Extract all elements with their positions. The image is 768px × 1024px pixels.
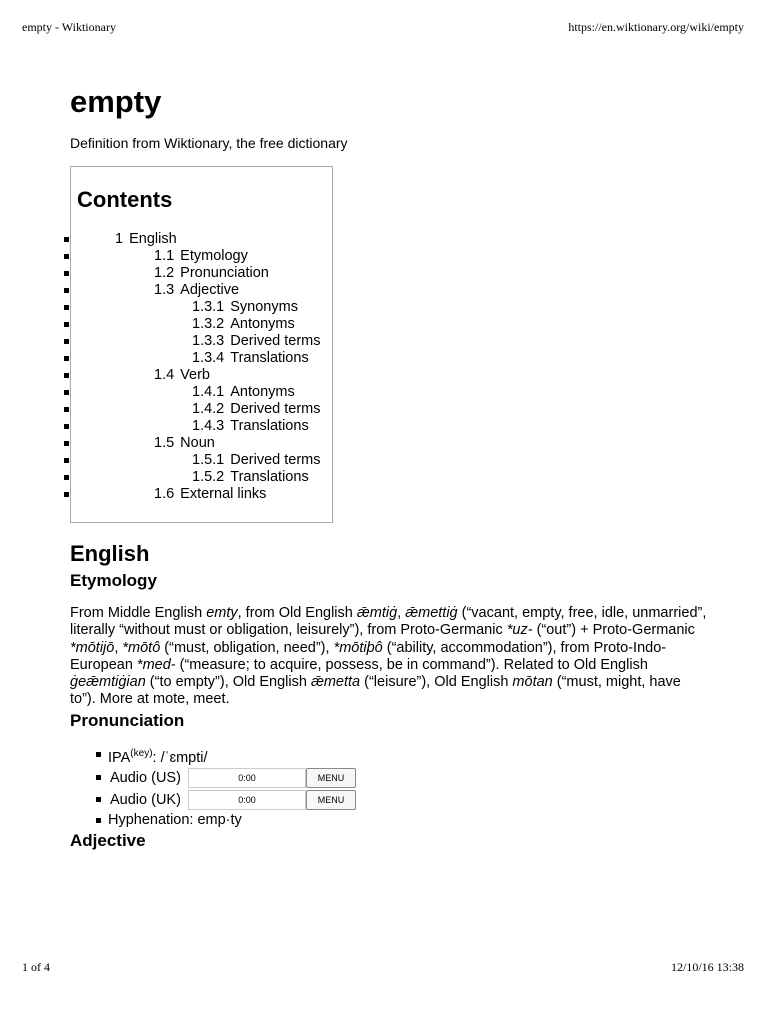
etym-term[interactable]: mōtan xyxy=(512,674,553,691)
toc-item-number: 1.5.1 xyxy=(192,452,225,468)
toc-item-number: 1.3.1 xyxy=(192,299,225,315)
toc-item-label: Synonyms xyxy=(230,299,298,315)
section-etymology-heading: Etymology xyxy=(70,571,157,590)
toc-item[interactable] xyxy=(77,265,332,282)
toc-item-label: Pronunciation xyxy=(180,265,269,281)
etym-term[interactable]: *mōtiþô xyxy=(333,639,383,656)
section-adjective-heading: Adjective xyxy=(70,830,146,850)
etym-term[interactable]: *mōtijō xyxy=(70,639,115,656)
audio-us-player[interactable] xyxy=(188,768,306,788)
toc-item[interactable] xyxy=(77,282,332,299)
ipa-value: : /ˈɛmpti/ xyxy=(152,749,208,766)
toc-item[interactable] xyxy=(77,384,332,401)
toc-item-label: Translations xyxy=(230,469,309,485)
toc-item[interactable] xyxy=(77,486,332,503)
audio-us-label: Audio (US) xyxy=(110,769,181,786)
etym-term[interactable]: *uz- xyxy=(506,622,533,639)
toc-item-number: 1.3 xyxy=(154,282,175,298)
toc-item-number: 1.6 xyxy=(154,486,175,502)
toc-item[interactable] xyxy=(77,299,332,316)
etym-term[interactable]: emty xyxy=(206,605,238,621)
toc-item[interactable] xyxy=(77,316,332,333)
toc-item-number: 1.4.3 xyxy=(192,418,225,434)
toc-item-label: Derived terms xyxy=(230,452,321,468)
toc-item[interactable] xyxy=(77,469,332,486)
toc-item-number: 1.4.2 xyxy=(192,401,225,417)
toc-item-number: 1.2 xyxy=(154,265,175,281)
toc-item[interactable] xyxy=(77,350,332,367)
print-timestamp: 12/10/16 13:38 xyxy=(670,960,744,974)
etym-term[interactable]: *med- xyxy=(136,656,176,673)
toc-item[interactable] xyxy=(77,231,332,248)
toc-item[interactable] xyxy=(77,248,332,265)
audio-uk-label: Audio (UK) xyxy=(110,791,181,808)
toc-item[interactable] xyxy=(77,435,332,452)
toc-item-label: Translations xyxy=(230,350,309,366)
hyphenation-item: Hyphenation: emp·ty xyxy=(70,811,710,829)
toc-item-label: English xyxy=(129,231,177,247)
toc-item-number: 1.4 xyxy=(154,367,175,383)
etym-term[interactable]: ġeǣmtiġian xyxy=(70,674,146,691)
site-tagline: Definition from Wiktionary, the free dictionary xyxy=(70,135,348,151)
toc-item-label: Adjective xyxy=(180,282,240,298)
toc-item-number: 1 xyxy=(115,231,124,247)
toc-item-label: Translations xyxy=(230,418,309,434)
toc-item-label: Derived terms xyxy=(230,401,321,417)
toc-item-label: Antonyms xyxy=(230,316,295,332)
section-pronunciation-heading: Pronunciation xyxy=(70,710,185,730)
pronunciation-list xyxy=(70,745,710,829)
etym-term[interactable]: *mōtô xyxy=(122,639,161,656)
toc-item-number: 1.4.1 xyxy=(192,384,225,400)
etym-term[interactable]: ǣmettiġ xyxy=(405,605,458,621)
toc-item-label: Antonyms xyxy=(230,384,295,400)
etymology-paragraph: From Middle English emty, from Old English ǣmtiġ, ǣmettiġ (“vacant, empty, free, idle, unmarried”, literally “without must or obligation, leisurely”), from Proto-Germanic *uz- (“out”) + Proto-Germanic *mōtijō, *mōtô (“must, obligation, need”), *mōtiþô (“ability, accommodation”), from Proto-Indo-European *med- (“measure; to acquire, possess, be in command”). Related to Old English ġeǣmtiġian (“to empty”), Old English ǣmetta (“leisure”), Old English mōtan (“must, might, have to”). More at mote, meet. xyxy=(70,605,707,708)
section-english-heading: English xyxy=(70,541,150,566)
ipa-item xyxy=(70,745,710,767)
toc-item-number: 1.3.2 xyxy=(192,316,225,332)
toc-item[interactable] xyxy=(77,367,332,384)
toc-item-label: External links xyxy=(180,486,267,502)
toc-item-number: 1.5 xyxy=(154,435,175,451)
page-title: empty xyxy=(70,84,162,119)
ipa-link[interactable]: IPA xyxy=(108,749,131,766)
toc-item-number: 1.3.3 xyxy=(192,333,225,349)
etym-term[interactable]: ǣmetta xyxy=(310,674,361,691)
toc-item-label: Etymology xyxy=(180,248,248,264)
audio-uk-menu-button[interactable]: MENU xyxy=(306,790,356,810)
toc-heading: Contents xyxy=(77,187,173,212)
print-header xyxy=(22,20,744,35)
audio-uk-time: 0:00 xyxy=(238,794,256,805)
toc-list xyxy=(77,231,332,503)
toc-item-number: 1.5.2 xyxy=(192,469,225,485)
ipa-key-link[interactable]: (key) xyxy=(130,747,153,759)
toc-item[interactable] xyxy=(77,418,332,435)
audio-us-time: 0:00 xyxy=(238,772,256,783)
toc-item[interactable] xyxy=(77,333,332,350)
audio-us-menu-button[interactable]: MENU xyxy=(306,768,356,788)
table-of-contents xyxy=(70,166,333,523)
toc-item[interactable] xyxy=(77,401,332,418)
audio-uk-item xyxy=(70,789,710,811)
toc-item-label: Derived terms xyxy=(230,333,321,349)
audio-us-item xyxy=(70,767,710,789)
toc-item-label: Verb xyxy=(180,367,211,383)
etym-term[interactable]: ǣmtiġ xyxy=(356,605,398,621)
toc-item-label: Noun xyxy=(180,435,215,451)
print-header-url: https://en.wiktionary.org/wiki/empty xyxy=(568,20,744,34)
print-footer xyxy=(22,960,744,975)
toc-item-number: 1.3.4 xyxy=(192,350,225,366)
toc-item-number: 1.1 xyxy=(154,248,175,264)
print-header-title: empty - Wiktionary xyxy=(22,20,116,34)
article-content xyxy=(70,80,710,853)
print-page-count: 1 of 4 xyxy=(22,960,50,974)
toc-item[interactable] xyxy=(77,452,332,469)
audio-uk-player[interactable] xyxy=(188,790,306,810)
